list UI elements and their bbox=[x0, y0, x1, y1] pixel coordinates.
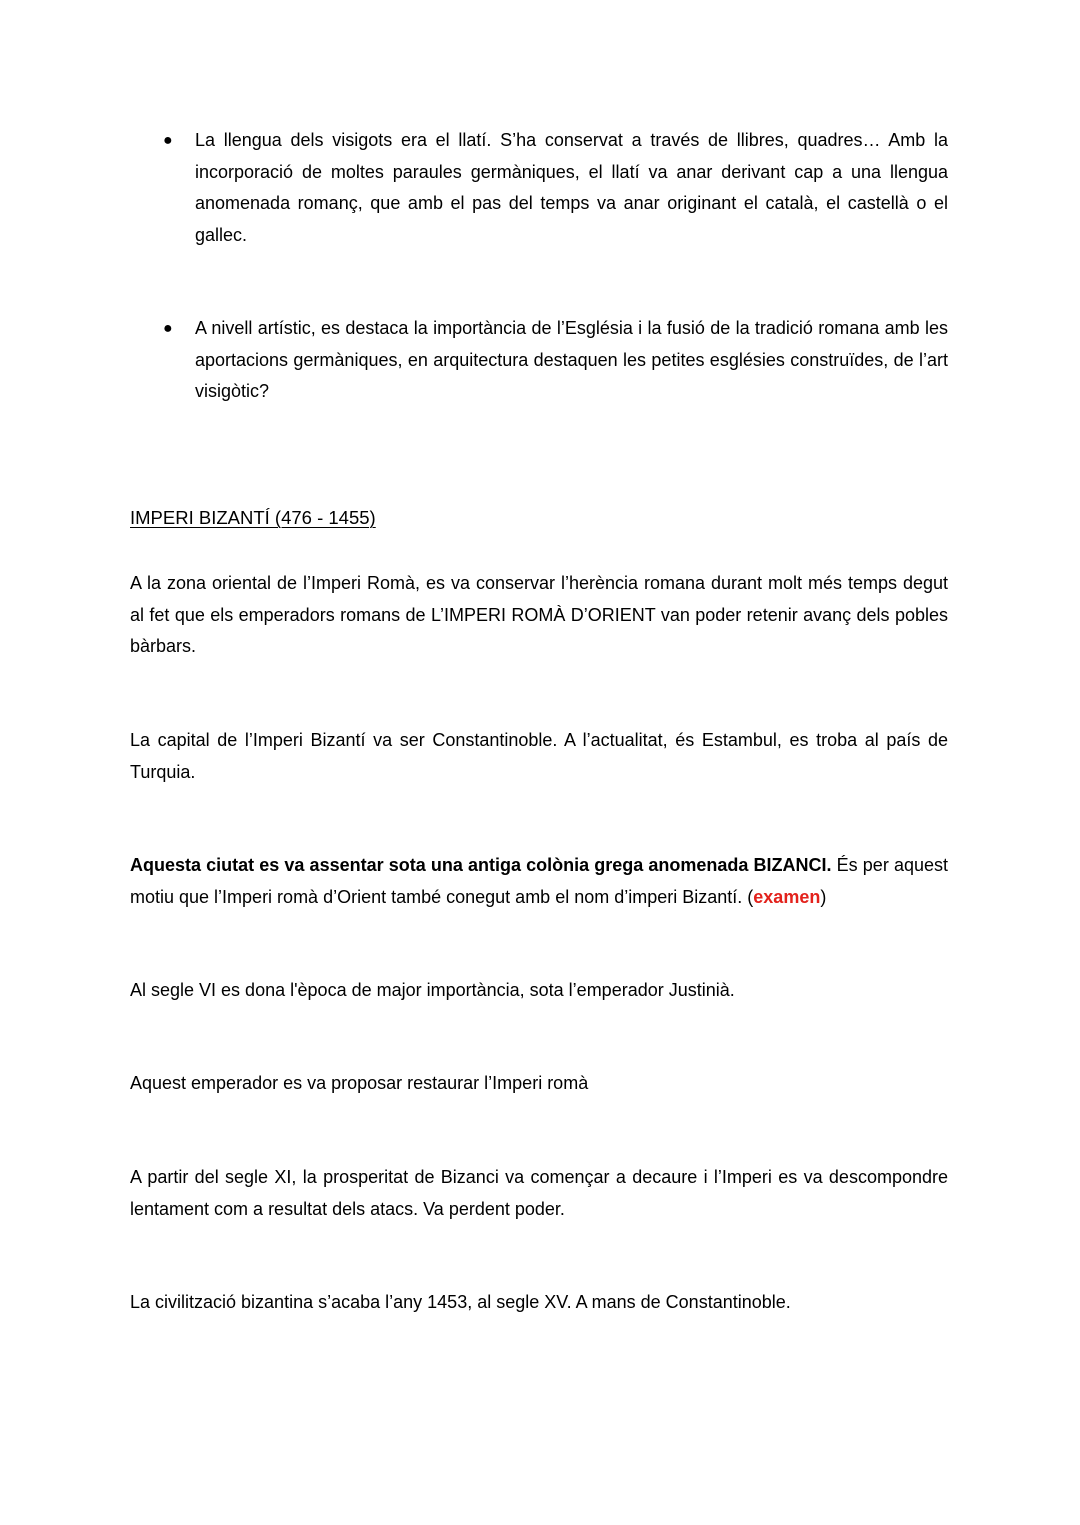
paragraph-eastern-empire: A la zona oriental de l’Imperi Romà, es va conservar l’herència romana durant molt més temps degut al fet que els emperadors romans de L’IMPERI ROMÀ D’ORIENT van poder retenir avanç dels pobles bàrbars. bbox=[130, 573, 948, 656]
paragraph-justinian: Al segle VI es dona l'època de major importància, sota l’emperador Justinià. bbox=[130, 980, 735, 1000]
paragraph-text: És per aquest motiu que l’Imperi romà d’Orient també conegut amb el nom d’imperi Bizantí. ( bbox=[130, 855, 948, 907]
paragraph-decline: A partir del segle XI, la prosperitat de Bizanci va començar a decaure i l’Imperi es va descompondre lentament com a resultat dels atacs. Va perdent poder. bbox=[130, 1167, 948, 1219]
paragraph-text-end: ) bbox=[820, 886, 827, 907]
paragraph-bizanci bbox=[130, 850, 948, 913]
bold-statement: Aquesta ciutat es va assentar sota una antiga colònia grega anomenada BIZANCI. bbox=[130, 855, 832, 875]
bullet-icon: ● bbox=[163, 320, 173, 337]
paragraph-capital: La capital de l’Imperi Bizantí va ser Constantinoble. A l’actualitat, és Estambul, es troba al país de Turquia. bbox=[130, 730, 948, 782]
section-heading: IMPERI BIZANTÍ (476 - 1455) bbox=[130, 507, 376, 528]
bullet-item-language bbox=[163, 125, 948, 251]
bullet-item-art bbox=[163, 313, 948, 408]
bullet-text: A nivell artístic, es destaca la importància de l’Església i la fusió de la tradició romana amb les aportacions germàniques, en arquitectura destaquen les petites esglésies construïdes, de l’art visigòtic? bbox=[195, 318, 948, 401]
paragraph-end: La civilització bizantina s’acaba l’any 1453, al segle XV. A mans de Constantinoble. bbox=[130, 1292, 791, 1312]
bullet-icon: ● bbox=[163, 132, 173, 149]
exam-highlight: examen bbox=[753, 886, 821, 907]
paragraph-restore: Aquest emperador es va proposar restaurar l’Imperi romà bbox=[130, 1073, 589, 1093]
bullet-text: La llengua dels visigots era el llatí. S’ha conservat a través de llibres, quadres… Amb la incorporació de moltes paraules germàniques, el llatí va anar derivant cap a una llengua anomenada romanç, que amb el pas del temps va anar originant el català, el castellà o el gallec. bbox=[195, 130, 948, 245]
